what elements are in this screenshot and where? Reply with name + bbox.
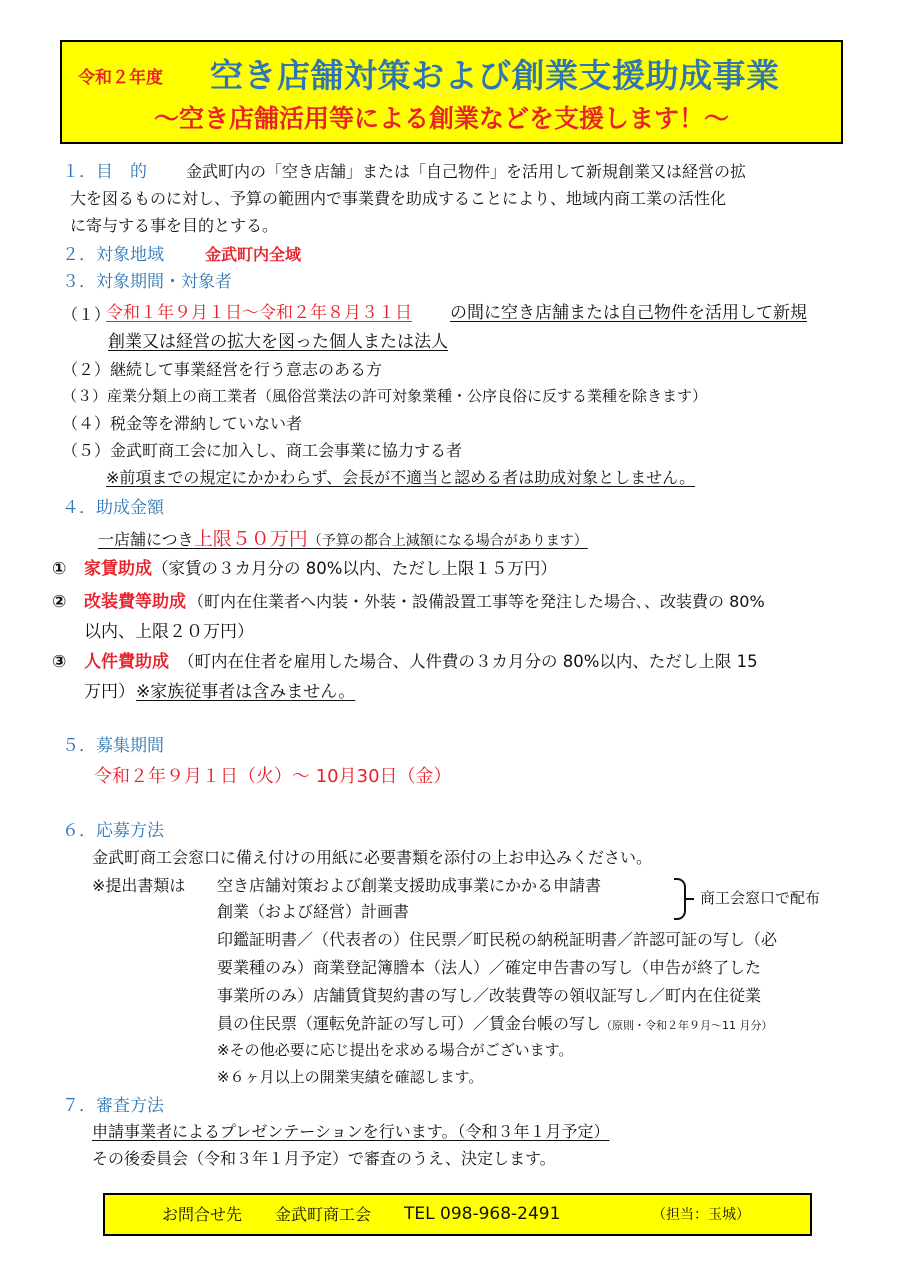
labor-subsidy-line-2: 万円） — [84, 682, 135, 702]
family-exclusion-note: ※家族従事者は含みません。 — [136, 682, 356, 702]
target-item-1-line-2: 創業又は経営の拡大を図った個人または法人 — [108, 332, 448, 352]
documents-line-6 — [217, 1014, 773, 1033]
target-item-2: （２）継続して事業経営を行う意志のある方 — [62, 360, 383, 379]
review-method-line-1: 申請事業者によるプレゼンテーションを行います。（令和３年１月予定） — [92, 1122, 610, 1141]
category-1-number: ① — [52, 559, 67, 579]
target-area: 金武町内全域 — [205, 245, 302, 264]
rent-subsidy-desc: （家賃の３カ月分の 80%以内、ただし上限１５万円） — [152, 559, 557, 578]
documents-period-note: （原則・令和２年９月～11 月分） — [601, 1019, 773, 1032]
fiscal-year: 令和２年度 — [78, 68, 163, 88]
section-2-heading: ２．対象地域 — [62, 245, 164, 265]
target-item-3: （３）産業分類上の商工業者（風俗営業法の許可対象業種・公序良俗に反する業種を除きます） — [62, 387, 708, 405]
contact-phone: TEL 098-968-2491 — [404, 1204, 561, 1224]
renovation-subsidy-line-2: 以内、上限２０万円） — [84, 622, 254, 642]
documents-line-3: 印鑑証明書／（代表者の）住民票／町民税の納税証明書／許認可証の写し（必 — [217, 930, 778, 949]
contact-label: お問合せ先 — [162, 1205, 243, 1224]
document-business-plan: 創業（および経営）計画書 — [217, 902, 410, 921]
target-item-1-number: （１） — [62, 305, 111, 324]
document-application-form: 空き店舗対策および創業支援助成事業にかかる申請書 — [217, 876, 602, 895]
page-subtitle: ～空き店舗活用等による創業などを支援します！～ — [154, 104, 730, 133]
distribution-note: 商工会窓口で配布 — [700, 889, 821, 907]
category-2-number: ② — [52, 592, 67, 612]
rent-subsidy-name: 家賃助成 — [84, 559, 152, 579]
labor-subsidy-name: 人件費助成 — [84, 652, 169, 672]
documents-line-6-text: 員の住民票（運転免許証の写し可）／賃金台帳の写し — [217, 1014, 602, 1033]
documents-note-2: ※６ヶ月以上の開業実績を確認します。 — [217, 1068, 484, 1086]
contact-organization: 金武町商工会 — [275, 1205, 372, 1224]
section-5-heading: ５．募集期間 — [62, 736, 164, 756]
target-item-4: （４）税金等を滞納していない者 — [62, 414, 303, 433]
target-item-1-text: の間に空き店舗または自己物件を活用して新規 — [450, 303, 807, 323]
labor-subsidy-desc: （町内在住者を雇用した場合、人件費の３カ月分の 80%以内、ただし上限 15 — [178, 652, 758, 671]
purpose-line-2: 大を図るものに対し、予算の範囲内で事業費を助成することにより、地域内商工業の活性化 — [70, 189, 727, 208]
purpose-line-3: に寄与する事を目的とする。 — [70, 216, 279, 235]
section-6-heading: ６．応募方法 — [62, 821, 164, 841]
section-3-heading: ３．対象期間・対象者 — [62, 272, 232, 292]
category-3-number: ③ — [52, 652, 67, 672]
review-method-line-2: その後委員会（令和３年１月予定）で審査のうえ、決定します。 — [92, 1149, 556, 1168]
brace-bracket-tip — [686, 898, 694, 900]
application-intro: 金武町商工会窓口に備え付けの用紙に必要書類を添付の上お申込みください。 — [92, 848, 653, 867]
subsidy-limit: 上限５０万円 — [193, 528, 308, 550]
section-7-heading: ７．審査方法 — [62, 1096, 164, 1116]
purpose-line-1: 金武町内の「空き店舗」または「自己物件」を活用して新規創業又は経営の拡 — [186, 162, 747, 181]
documents-label: ※提出書類は — [92, 876, 186, 895]
renovation-subsidy-desc: （町内在住業者へ内装・外装・設備設置工事等を発注した場合､、改装費の 80% — [188, 592, 765, 611]
application-period: 令和２年９月１日（火）～ 10月30日（金） — [94, 766, 452, 787]
documents-note-1: ※その他必要に応じ提出を求める場合がございます。 — [217, 1041, 574, 1059]
target-item-5: （５）金武町商工会に加入し、商工会事業に協力する者 — [62, 441, 463, 460]
section-4-heading: ４．助成金額 — [62, 498, 164, 518]
brace-bracket — [674, 878, 686, 920]
page-title: 空き店舗対策および創業支援助成事業 — [210, 56, 780, 95]
renovation-subsidy-name: 改装費等助成 — [84, 592, 186, 612]
subsidy-intro — [98, 528, 588, 551]
target-note: ※前項までの規定にかかわらず、会長が不適当と認める者は助成対象としません。 — [106, 468, 696, 487]
section-1-heading: １．目 的 — [62, 162, 147, 182]
contact-person: （担当：玉城） — [652, 1207, 750, 1223]
documents-line-4: 要業種のみ）商業登記簿謄本（法人）／確定申告書の写し（申告が終了した — [217, 958, 762, 977]
documents-line-5: 事業所のみ）店舗賃貸契約書の写し／改装費等の領収証写し／町内在住従業 — [217, 986, 762, 1005]
subsidy-intro-text: 一店舗につき — [98, 530, 194, 549]
subsidy-note: （予算の都合上減額になる場合があります） — [307, 533, 588, 549]
eligible-period: 令和１年９月１日～令和２年８月３１日 — [106, 303, 412, 323]
